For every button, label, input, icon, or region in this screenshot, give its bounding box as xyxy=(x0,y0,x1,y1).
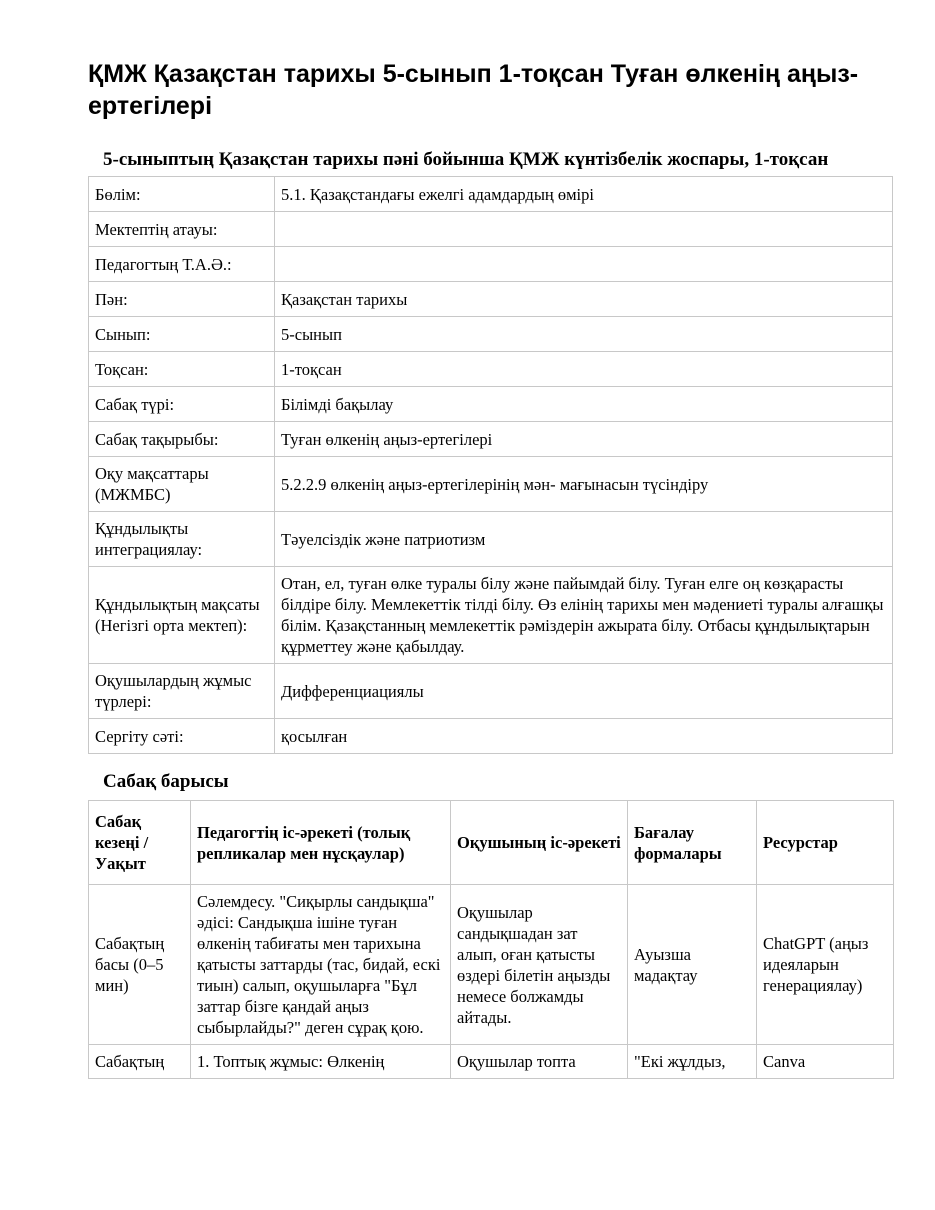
info-value: Отан, ел, туған өлке туралы білу және пайымдай білу. Туған елге оң көзқарасты білдіре білу. Мемлекеттік тілді білу. Өз елінің тарихы мен мәдениеті туралы алғашқы білім. Қазақстанның мемлекеттік рәміздерін ажырата білу. Отбасы құндылықтарын құрметтеу және қабылдау. xyxy=(275,567,893,664)
table-row xyxy=(89,247,893,282)
info-value xyxy=(275,247,893,282)
info-key: Сабақ тақырыбы: xyxy=(89,422,275,457)
plan-subtitle: 5-сыныптың Қазақстан тарихы пәні бойынша ҚМЖ күнтізбелік жоспары, 1-тоқсан xyxy=(103,149,829,170)
info-value: Қазақстан тарихы xyxy=(275,282,893,317)
table-row xyxy=(89,352,893,387)
info-key: Сергіту сәті: xyxy=(89,719,275,754)
info-value: 5.1. Қазақстандағы ежелгі адамдардың өмірі xyxy=(275,177,893,212)
lesson-cell: Оқушылар сандықшадан зат алып, оған қатысты өздері білетін аңызды немесе болжамды айтады. xyxy=(451,885,628,1045)
info-key: Сынып: xyxy=(89,317,275,352)
column-header: Педагогтің іс-әрекеті (толық репликалар мен нұсқаулар) xyxy=(191,801,451,885)
table-row xyxy=(89,422,893,457)
table-row xyxy=(89,567,893,664)
lesson-cell: Canva xyxy=(757,1045,894,1079)
info-value: 5.2.2.9 өлкенің аңыз-ертегілерінің мән- мағынасын түсіндіру xyxy=(275,457,893,512)
table-row xyxy=(89,387,893,422)
table-row xyxy=(89,282,893,317)
info-key: Құндылықты интеграциялау: xyxy=(89,512,275,567)
lesson-cell: "Екі жұлдыз, xyxy=(628,1045,757,1079)
lesson-cell: ChatGPT (аңыз идеяларын генерациялау) xyxy=(757,885,894,1045)
info-key: Педагогтың Т.А.Ә.: xyxy=(89,247,275,282)
document-title: ҚМЖ Қазақстан тарихы 5-сынып 1-тоқсан Туған өлкенің аңыз-ертегілері xyxy=(88,60,859,120)
lesson-cell: Оқушылар топта xyxy=(451,1045,628,1079)
table-row xyxy=(89,512,893,567)
table-row xyxy=(89,457,893,512)
info-value: қосылған xyxy=(275,719,893,754)
info-value: Тәуелсіздік және патриотизм xyxy=(275,512,893,567)
table-row xyxy=(89,885,894,1045)
info-value: 5-сынып xyxy=(275,317,893,352)
lesson-section-title: Сабақ барысы xyxy=(103,771,229,792)
lesson-progress-table xyxy=(88,800,894,1079)
info-key: Пән: xyxy=(89,282,275,317)
table-row xyxy=(89,212,893,247)
column-header: Сабақ кезеңі / Уақыт xyxy=(89,801,191,885)
info-value xyxy=(275,212,893,247)
lesson-cell: Сабақтың басы (0–5 мин) xyxy=(89,885,191,1045)
table-row xyxy=(89,1045,894,1079)
info-key: Бөлім: xyxy=(89,177,275,212)
table-row xyxy=(89,719,893,754)
column-header: Бағалау формалары xyxy=(628,801,757,885)
table-row xyxy=(89,317,893,352)
lesson-cell: Ауызша мадақтау xyxy=(628,885,757,1045)
info-key: Тоқсан: xyxy=(89,352,275,387)
info-key: Сабақ түрі: xyxy=(89,387,275,422)
info-key: Оқушылардың жұмыс түрлері: xyxy=(89,664,275,719)
lesson-info-table xyxy=(88,176,893,754)
lesson-cell: Сәлемдесу. "Сиқырлы сандықша" әдісі: Сандықша ішіне туған өлкенің табиғаты мен тарихына қатысты заттарды (тас, бидай, ескі тиын) салып, оқушыларға "Бұл заттар бізге қандай аңыз сыбырлайды?" деген сұрақ қою. xyxy=(191,885,451,1045)
column-header: Оқушының іс-әрекеті xyxy=(451,801,628,885)
info-key: Оқу мақсаттары (МЖМБС) xyxy=(89,457,275,512)
info-key: Құндылықтың мақсаты (Негізгі орта мектеп): xyxy=(89,567,275,664)
lesson-cell: 1. Топтық жұмыс: Өлкенің xyxy=(191,1045,451,1079)
info-value: 1-тоқсан xyxy=(275,352,893,387)
info-key: Мектептің атауы: xyxy=(89,212,275,247)
info-value: Білімді бақылау xyxy=(275,387,893,422)
info-value: Туған өлкенің аңыз-ертегілері xyxy=(275,422,893,457)
lesson-cell: Сабақтың xyxy=(89,1045,191,1079)
document-page xyxy=(88,58,893,1079)
column-header: Ресурстар xyxy=(757,801,894,885)
table-row xyxy=(89,664,893,719)
table-row xyxy=(89,177,893,212)
info-value: Дифференциациялы xyxy=(275,664,893,719)
table-header-row xyxy=(89,801,894,885)
